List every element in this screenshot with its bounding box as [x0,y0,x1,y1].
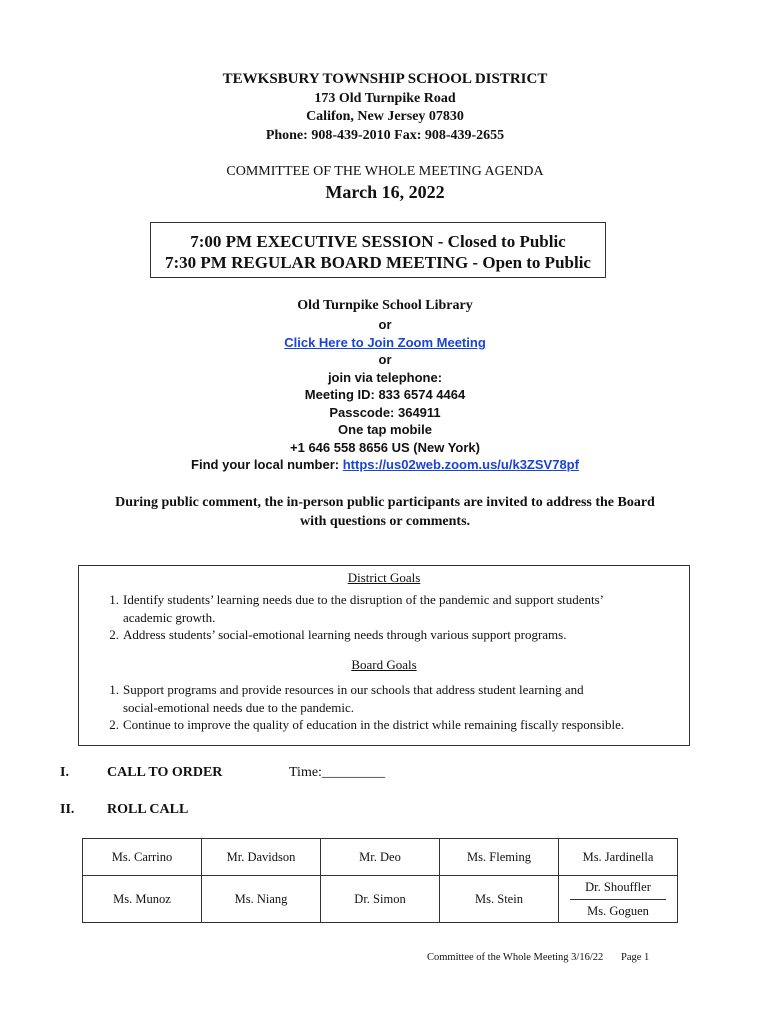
roll-call-member: Ms. Goguen [587,903,649,918]
or-separator-2: or [378,352,392,367]
local-number-link[interactable]: https://us02web.zoom.us/u/k3ZSV78pf [342,457,579,472]
board-goals-heading: Board Goals [351,657,417,672]
address-line-2: Califon, New Jersey 07830 [306,109,464,124]
call-to-order-time: Time:_________ [289,765,385,780]
phone-fax: Phone: 908-439-2010 Fax: 908-439-2655 [265,128,505,143]
agenda-item-1-title: CALL TO ORDER [107,765,223,780]
agenda-title: COMMITTEE OF THE WHOLE MEETING AGENDA [226,164,544,179]
roll-call-member: Dr. Simon [321,876,440,923]
roll-call-table [82,838,678,923]
footer-page-number: Page 1 [621,952,650,963]
agenda-item-2-title: ROLL CALL [107,802,189,817]
roll-call-member: Ms. Stein [440,876,559,923]
regular-session: 7:30 PM REGULAR BOARD MEETING - Open to Public [165,253,591,272]
agenda-item-2-number: II. [60,802,75,817]
telephone-label: join via telephone: [327,370,443,385]
district-goals-heading: District Goals [347,570,421,585]
zoom-meeting-link[interactable]: Click Here to Join Zoom Meeting [284,335,486,350]
goals-box [78,565,690,746]
roll-call-row [83,839,678,876]
agenda-item-1-number: I. [60,765,69,780]
local-number-label: Find your local number: [191,457,343,472]
address-line-1: 173 Old Turnpike Road [314,91,456,106]
board-goals-list [79,681,689,734]
district-name: TEWKSBURY TOWNSHIP SCHOOL DISTRICT [222,71,548,87]
public-comment-line-1: During public comment, the in-person public participants are invited to address the Board [115,495,655,510]
passcode: Passcode: 364911 [329,405,441,420]
roll-call-member: Ms. Jardinella [559,839,678,876]
footer-meeting-ref: Committee of the Whole Meeting 3/16/22 [427,952,604,963]
roll-call-row [83,876,678,923]
public-comment-line-2: with questions or comments. [299,514,471,529]
one-tap-label: One tap mobile [338,422,432,437]
board-goal-1: 1. Support programs and provide resources in our schools that address student learning and social-emotional needs due to the pandemic. [109,682,584,715]
roll-call-member: Ms. Niang [202,876,321,923]
meeting-date: March 16, 2022 [325,182,445,202]
executive-session: 7:00 PM EXECUTIVE SESSION - Closed to Public [190,232,566,251]
meeting-id: Meeting ID: 833 6574 4464 [304,387,466,402]
district-goal-2: 2. Address students’ social-emotional learning needs through various support programs. [109,627,567,642]
roll-call-member: Dr. Shouffler [585,879,651,894]
board-goal-2: 2. Continue to improve the quality of education in the district while remaining fiscally responsible. [109,717,625,732]
roll-call-member: Ms. Munoz [83,876,202,923]
roll-call-member: Mr. Deo [321,839,440,876]
roll-call-member: Mr. Davidson [202,839,321,876]
roll-call-member: Ms. Fleming [440,839,559,876]
venue: Old Turnpike School Library [297,298,473,313]
roll-call-member: Ms. Carrino [83,839,202,876]
roll-call-split-cell [559,876,678,923]
session-times-box [150,222,606,278]
or-separator-1: or [378,317,392,332]
district-goal-1: 1. Identify students’ learning needs due to the disruption of the pandemic and support students’ academic growth. [109,592,605,625]
phone-number: +1 646 558 8656 US (New York) [290,440,480,455]
local-number-line [0,456,770,474]
district-goals-list [79,591,689,644]
